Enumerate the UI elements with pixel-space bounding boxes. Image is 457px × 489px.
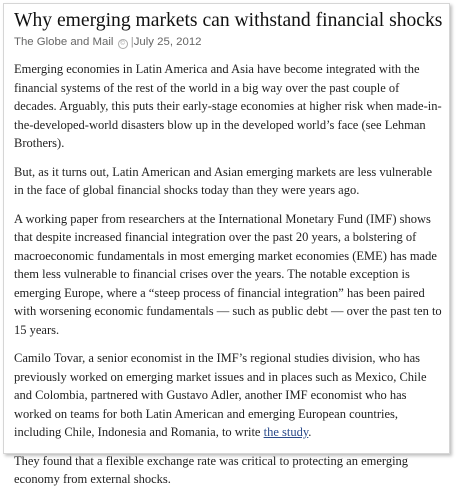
- publish-date: July 25, 2012: [133, 36, 202, 48]
- article-meta: [14, 35, 442, 49]
- paragraph-5: They found that a flexible exchange rate was critical to protecting an emerging economy from external shocks.: [14, 453, 409, 486]
- meta-separator: |: [130, 36, 134, 48]
- article-title: Why emerging markets can withstand financial shocks: [14, 10, 443, 31]
- copyright-icon: ©: [118, 39, 128, 49]
- paragraph-4: [14, 349, 442, 442]
- article-content: [14, 9, 442, 489]
- article-frame: [3, 3, 450, 486]
- study-link[interactable]: the study: [263, 425, 309, 439]
- paragraph-1: Emerging economies in Latin America and Asia have become integrated with the financial systems of the rest of the world in a big way over the past couple of decades. Arguably, this puts their early-stage economies at higher risk when made-in-the-developed-world disasters blow up in the developed world’s face (see Lehman Brothers).: [14, 62, 442, 150]
- paragraph-2: But, as it turns out, Latin American and Asian emerging markets are less vulnerable in the face of global financial shocks today than they were years ago.: [14, 164, 433, 197]
- source-name: The Globe and Mail: [14, 36, 114, 48]
- paragraph-4-text: Camilo Tovar, a senior economist in the IMF’s regional studies division, who has previously worked on emerging market issues and in places such as Mexico, Chile and Colombia, partnered with Gustavo Adler, another IMF economist who has worked on teams for both Latin American and emerging European countries, including Chile, Indonesia and Romania, to write: [14, 351, 427, 439]
- paragraph-3: A working paper from researchers at the International Monetary Fund (IMF) shows that despite increased financial integration over the past 20 years, a bolstering of macroeconomic fundamentals in most emerging market economies (EME) has made them less vulnerable to financial crises over the years. The notable exception is emerging Europe, where a “steep process of financial integration” has been paired with worsening economic fundamentals — such as public debt — over the past ten to 15 years.: [14, 211, 442, 337]
- paragraph-4-end: .: [308, 425, 312, 439]
